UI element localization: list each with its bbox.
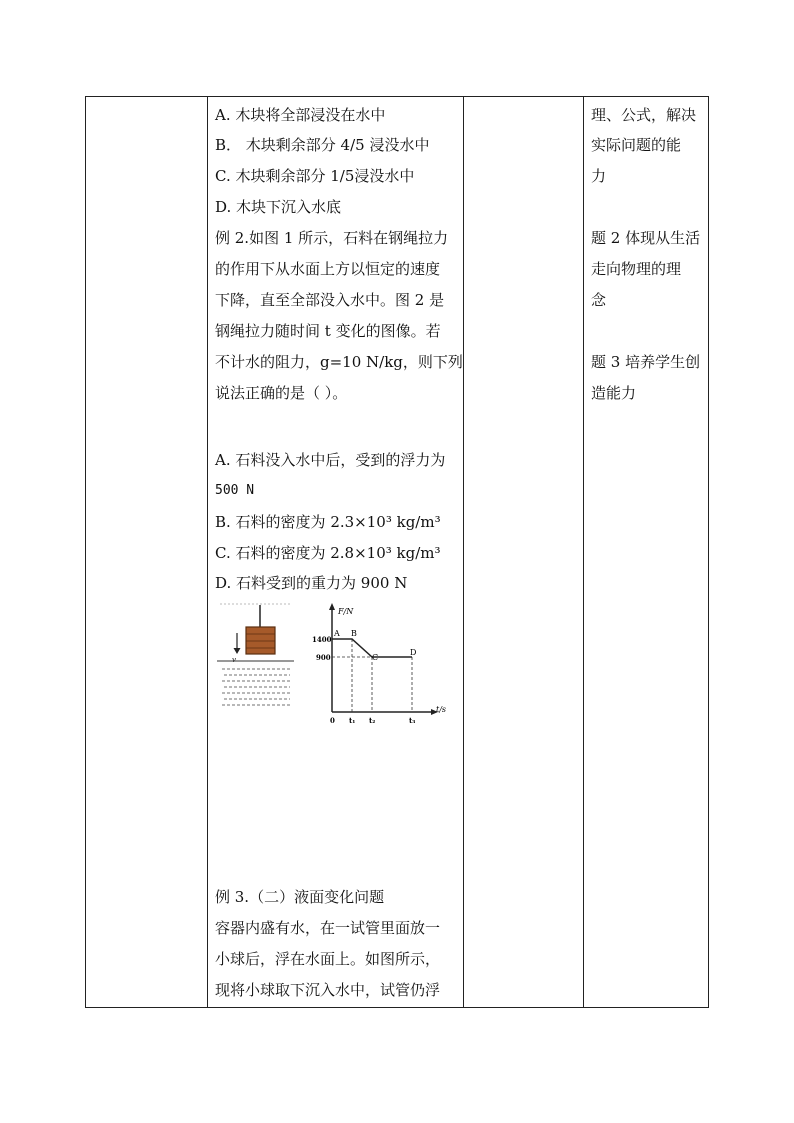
guide-lines bbox=[332, 639, 412, 712]
example2-line: 钢绳拉力随时间 t 变化的图像。若 bbox=[215, 322, 441, 340]
lesson-table bbox=[85, 96, 709, 1008]
example3-line: 容器内盛有水，在一试管里面放一 bbox=[215, 919, 441, 937]
y-tick-900: 900 bbox=[316, 653, 331, 662]
y-axis-arrow-icon bbox=[329, 603, 335, 610]
example2-option: A. 石料没入水中后，受到的浮力为 bbox=[215, 451, 446, 469]
example2-option: D. 石料受到的重力为 900 N bbox=[215, 574, 408, 592]
note-2-line: 念 bbox=[591, 291, 607, 309]
x-tick-t1: t₁ bbox=[349, 716, 356, 725]
figure2-force-time-graph bbox=[304, 602, 454, 727]
example2-line: 下降，直至全部没入水中。图 2 是 bbox=[215, 291, 445, 309]
option-d: D. 木块下沉入水底 bbox=[215, 198, 342, 216]
point-a-label: A bbox=[334, 629, 340, 638]
point-c-label: C bbox=[372, 653, 379, 662]
example2-line: 不计水的阻力，g=10 N/kg，则下列 bbox=[215, 353, 463, 371]
point-d-label: D bbox=[410, 648, 417, 657]
example2-line: 说法正确的是（ ）。 bbox=[215, 384, 348, 402]
option-a: A. 木块将全部浸没在水中 bbox=[215, 106, 386, 124]
x-tick-t3: t₃ bbox=[409, 716, 416, 725]
example2-option: C. 石料的密度为 2.8×10³ kg/m³ bbox=[215, 544, 441, 562]
point-b-label: B bbox=[351, 629, 357, 638]
note-1-line: 理、公式，解决 bbox=[591, 106, 697, 124]
note-3-line: 造能力 bbox=[591, 384, 637, 402]
x-tick-0: 0 bbox=[330, 716, 335, 725]
y-axis-label: F/N bbox=[338, 607, 354, 616]
note-1-line: 力 bbox=[591, 167, 607, 185]
note-2-line: 题 2 体现从生活 bbox=[591, 229, 701, 247]
example2-line: 的作用下从水面上方以恒定的速度 bbox=[215, 260, 441, 278]
example3-title: 例 3.（二）液面变化问题 bbox=[215, 888, 385, 906]
stone-block bbox=[246, 627, 275, 654]
example2-option: 500 N bbox=[215, 483, 255, 498]
option-b: B． 木块剩余部分 4/5 浸没水中 bbox=[215, 136, 430, 154]
example3-line: 现将小球取下沉入水中，试管仍浮 bbox=[215, 981, 441, 999]
note-2-line: 走向物理的理 bbox=[591, 260, 682, 278]
example3-line: 小球后，浮在水面上。如图所示， bbox=[215, 950, 441, 968]
example2-line: 例 2.如图 1 所示，石料在钢绳拉力 bbox=[215, 229, 449, 247]
note-1-line: 实际问题的能 bbox=[591, 136, 682, 154]
y-tick-1400: 1400 bbox=[312, 635, 332, 644]
option-c: C. 木块剩余部分 1/5浸没水中 bbox=[215, 167, 415, 185]
column-divider-3 bbox=[583, 97, 584, 1007]
x-tick-t2: t₂ bbox=[369, 716, 376, 725]
note-3-line: 题 3 培养学生创 bbox=[591, 353, 701, 371]
example2-option: B. 石料的密度为 2.3×10³ kg/m³ bbox=[215, 513, 441, 531]
column-divider-2 bbox=[463, 97, 464, 1007]
velocity-label: v bbox=[232, 656, 236, 664]
x-axis-label: t/s bbox=[436, 705, 447, 714]
water-body bbox=[222, 669, 290, 705]
column-divider-1 bbox=[207, 97, 208, 1007]
figure1-stone-diagram bbox=[214, 603, 294, 713]
